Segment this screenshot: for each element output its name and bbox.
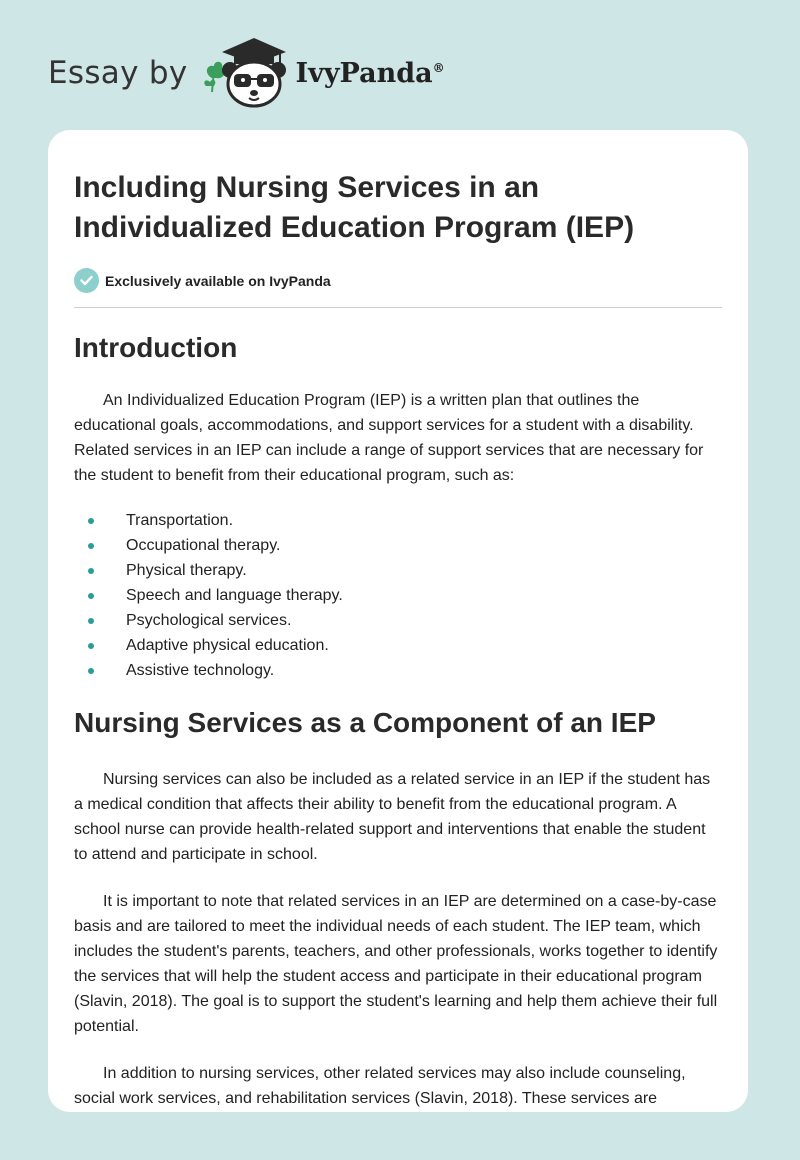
list-item: [74, 583, 722, 608]
exclusive-label: Exclusively available on IvyPanda: [105, 272, 331, 289]
bullet-icon: [88, 668, 94, 674]
list-item-text: Speech and language therapy.: [126, 587, 343, 604]
body-paragraph: Nursing services can also be included as a related service in an IEP if the student has a medical condition that affects their ability to benefit from the educational program. A school nurse can provide health-related support and interventions that enable the student to attend and participate in school.: [74, 771, 711, 863]
registered-mark: ®: [432, 60, 445, 75]
body-paragraph: It is important to note that related services in an IEP are determined on a case-by-case basis and are tailored to meet the individual needs of each student. The IEP team, which includes the student's parents, teachers, and other professionals, works together to identify the services that will help the student access and participate in their educational program (Slavin, 2018). The goal is to support the student's learning and help them achieve their full potential.: [74, 893, 718, 1035]
bullet-icon: [88, 518, 94, 524]
list-item-text: Adaptive physical education.: [126, 637, 329, 654]
exclusive-badge: [74, 268, 722, 308]
list-item-text: Physical therapy.: [126, 562, 247, 579]
list-item: [74, 608, 722, 633]
page-title: Including Nursing Services in an Individualized Education Program (IEP): [74, 171, 635, 244]
list-item-text: Transportation.: [126, 512, 234, 529]
essay-card: [48, 130, 748, 1112]
list-item: [74, 658, 722, 683]
list-item: [74, 508, 722, 533]
related-services-list: [74, 508, 722, 683]
bullet-icon: [88, 543, 94, 549]
brand-name: [296, 58, 445, 89]
panda-logo-icon: [202, 34, 290, 113]
bullet-icon: [88, 618, 94, 624]
site-brand[interactable]: [48, 36, 445, 110]
list-item: [74, 633, 722, 658]
list-item-text: Occupational therapy.: [126, 537, 281, 554]
body-paragraph: In addition to nursing services, other related services may also include counseling, social work services, and rehabilitation services (Slavin, 2018). These services are: [74, 1065, 686, 1107]
section-heading-introduction: Introduction: [74, 332, 238, 363]
bullet-icon: [88, 643, 94, 649]
check-icon: [74, 268, 99, 293]
section-heading-nursing-services: Nursing Services as a Component of an IEP: [74, 707, 656, 738]
essay-by-label: Essay by: [48, 55, 188, 91]
list-item: [74, 558, 722, 583]
list-item-text: Psychological services.: [126, 612, 292, 629]
bullet-icon: [88, 568, 94, 574]
bullet-icon: [88, 593, 94, 599]
list-item-text: Assistive technology.: [126, 662, 275, 679]
brand-text: IvyPanda: [295, 57, 433, 89]
list-item: [74, 533, 722, 558]
intro-paragraph: An Individualized Education Program (IEP) is a written plan that outlines the educational goals, accommodations, and support services for a student with a disability. Related services in an IEP can include a range of support services that are necessary for the student to benefit from their educational program, such as:: [74, 392, 704, 484]
